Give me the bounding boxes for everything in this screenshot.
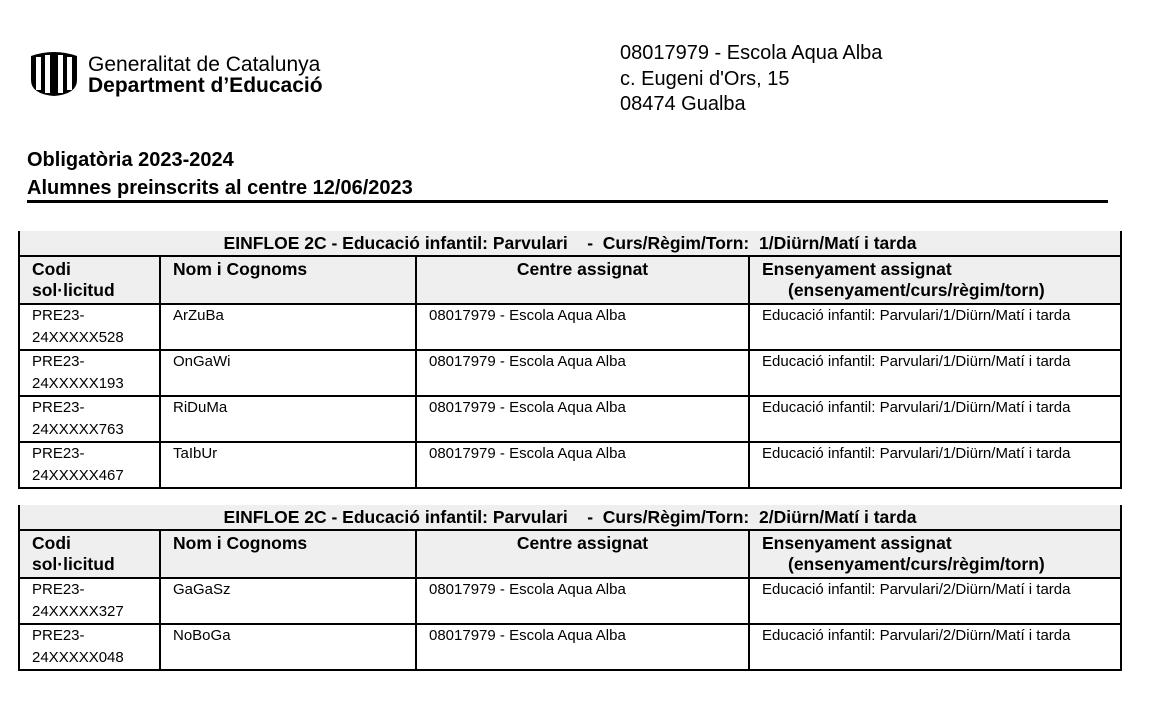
column-header-code: Codi sol·licitud xyxy=(19,530,160,578)
column-header-ensenyament: Ensenyament assignat (ensenyament/curs/règim/torn) xyxy=(749,530,1121,578)
centre-cell: 08017979 - Escola Aqua Alba xyxy=(416,350,749,396)
ensenyament-cell: Educació infantil: Parvulari/1/Diürn/Matí i tarda xyxy=(749,304,1121,350)
centre-cell: 08017979 - Escola Aqua Alba xyxy=(416,442,749,488)
column-header-code: Codi sol·licitud xyxy=(19,256,160,304)
request-code-cell: PRE23- 24XXXXX193 xyxy=(19,350,160,396)
student-name-cell: GaGaSz xyxy=(160,578,416,624)
column-header-ensenyament: Ensenyament assignat (ensenyament/curs/règim/torn) xyxy=(749,256,1121,304)
group-caption: EINFLOE 2C - Educació infantil: Parvulari - Curs/Règim/Torn: 1/Diürn/Matí i tarda xyxy=(19,231,1121,256)
column-header-centre: Centre assignat xyxy=(416,530,749,578)
enrollment-table-group-1 xyxy=(18,231,1122,489)
request-code-cell: PRE23- 24XXXXX467 xyxy=(19,442,160,488)
org-line-1: Generalitat de Catalunya xyxy=(88,53,321,76)
title-line-2: Alumnes preinscrits al centre 12/06/2023 xyxy=(27,177,413,199)
table-caption-row xyxy=(19,231,1121,256)
address-line-1: 08017979 - Escola Aqua Alba xyxy=(620,42,883,64)
enrollment-table-group-2 xyxy=(18,505,1122,671)
student-name-cell: RiDuMa xyxy=(160,396,416,442)
request-code-cell: PRE23- 24XXXXX327 xyxy=(19,578,160,624)
address-line-3: 08474 Gualba xyxy=(620,93,746,115)
column-header-name: Nom i Cognoms xyxy=(160,530,416,578)
ensenyament-cell: Educació infantil: Parvulari/1/Diürn/Matí i tarda xyxy=(749,350,1121,396)
title-divider xyxy=(27,200,1108,203)
title-line-1: Obligatòria 2023-2024 xyxy=(27,149,234,171)
address-line-2: c. Eugeni d'Ors, 15 xyxy=(620,67,790,90)
request-code-cell: PRE23- 24XXXXX763 xyxy=(19,396,160,442)
centre-cell: 08017979 - Escola Aqua Alba xyxy=(416,624,749,670)
group-caption: EINFLOE 2C - Educació infantil: Parvulari - Curs/Règim/Torn: 2/Diürn/Matí i tarda xyxy=(19,505,1121,530)
ensenyament-cell: Educació infantil: Parvulari/1/Diürn/Matí i tarda xyxy=(749,442,1121,488)
table-row xyxy=(19,624,1121,670)
table-row xyxy=(19,304,1121,350)
table-row xyxy=(19,350,1121,396)
centre-cell: 08017979 - Escola Aqua Alba xyxy=(416,578,749,624)
request-code-cell: PRE23- 24XXXXX048 xyxy=(19,624,160,670)
organization-name xyxy=(88,54,323,96)
request-code-cell: PRE23- 24XXXXX528 xyxy=(19,304,160,350)
ensenyament-cell: Educació infantil: Parvulari/2/Diürn/Matí i tarda xyxy=(749,624,1121,670)
table-row xyxy=(19,442,1121,488)
generalitat-logo-icon xyxy=(29,50,79,96)
student-name-cell: NoBoGa xyxy=(160,624,416,670)
table-header-row xyxy=(19,256,1121,304)
table-row xyxy=(19,578,1121,624)
student-name-cell: ArZuBa xyxy=(160,304,416,350)
org-line-2: Department d’Educació xyxy=(88,74,323,97)
document-title xyxy=(27,146,413,202)
student-name-cell: OnGaWi xyxy=(160,350,416,396)
column-header-name: Nom i Cognoms xyxy=(160,256,416,304)
ensenyament-cell: Educació infantil: Parvulari/2/Diürn/Matí i tarda xyxy=(749,578,1121,624)
table-header-row xyxy=(19,530,1121,578)
student-name-cell: TaIbUr xyxy=(160,442,416,488)
table-caption-row xyxy=(19,505,1121,530)
school-address xyxy=(620,41,882,118)
column-header-centre: Centre assignat xyxy=(416,256,749,304)
ensenyament-cell: Educació infantil: Parvulari/1/Diürn/Matí i tarda xyxy=(749,396,1121,442)
table-row xyxy=(19,396,1121,442)
centre-cell: 08017979 - Escola Aqua Alba xyxy=(416,304,749,350)
centre-cell: 08017979 - Escola Aqua Alba xyxy=(416,396,749,442)
